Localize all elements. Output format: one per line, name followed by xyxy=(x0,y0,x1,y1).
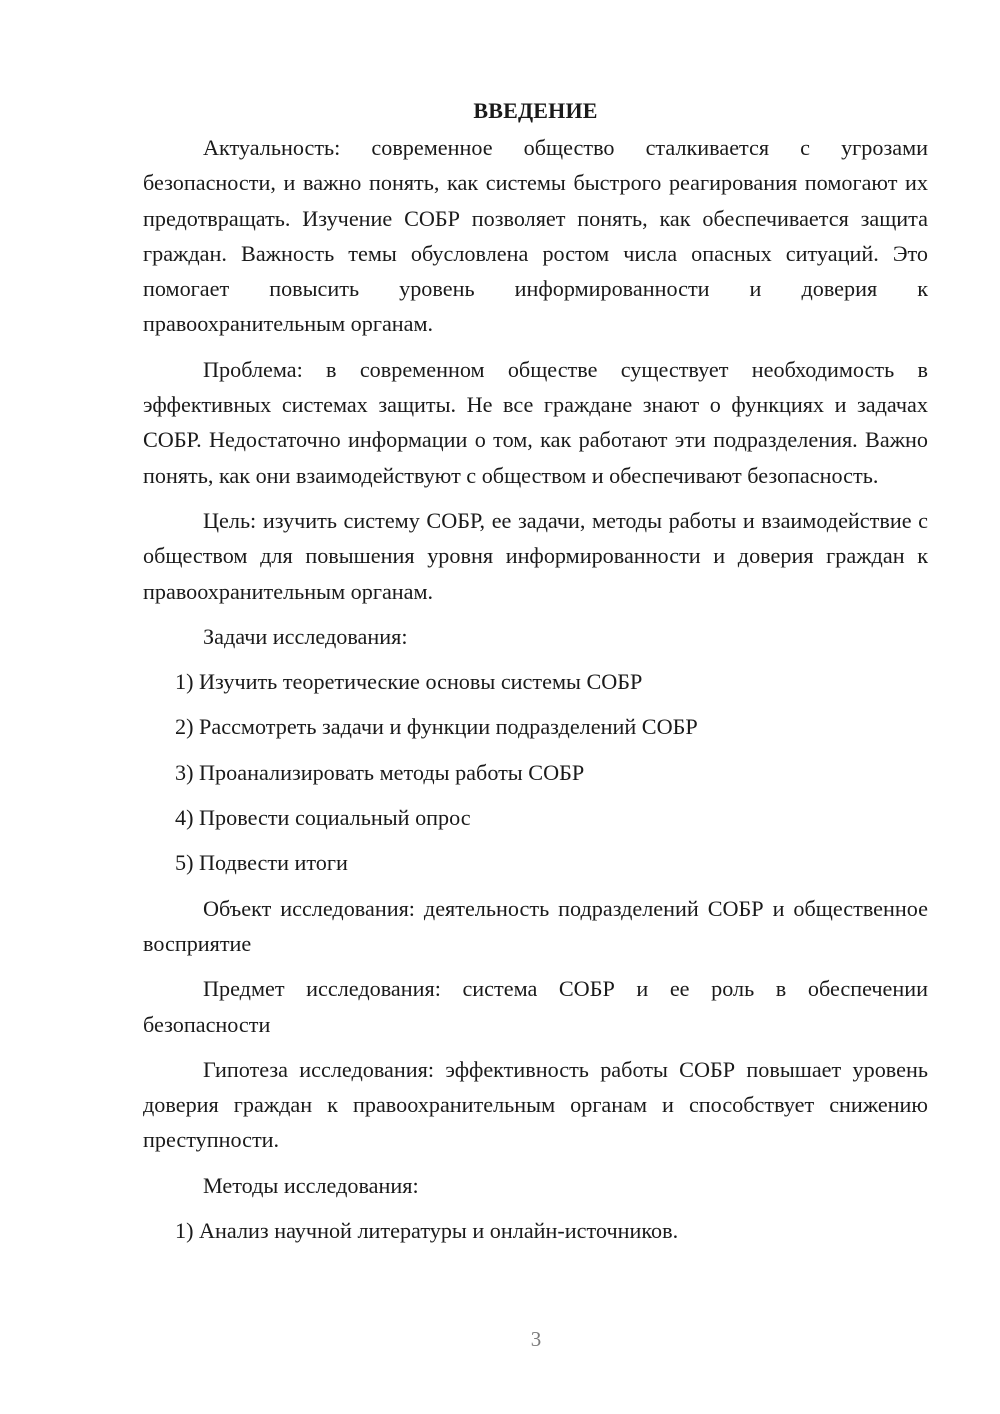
section-heading: ВВЕДЕНИЕ xyxy=(473,98,598,123)
relevance-paragraph: Актуальность: современное общество сталкивается с угрозами безопасности, и важно понять, как системы быстрого реагирования помогают их предотвращать. Изучение СОБР позволяет понять, как обеспечивается защита граждан. Важность темы обусловлена ростом числа опасных ситуаций. Это помогает повысить уровень информированности и доверия к правоохранительным органам. xyxy=(143,135,928,337)
problem-paragraph: Проблема: в современном обществе существует необходимость в эффективных системах защиты. Не все граждане знают о функциях и задачах СОБР. Недостаточно информации о том, как работают эти подразделения. Важно понять, как они взаимодействуют с обществом и обеспечивают безопасность. xyxy=(143,356,928,488)
goal-paragraph: Цель: изучить систему СОБР, ее задачи, методы работы и взаимодействие с обществом для повышения уровня информированности и доверия граждан к правоохранительным органам. xyxy=(143,507,928,604)
list-item: 3) Проанализировать методы работы СОБР xyxy=(175,759,585,785)
methods-list xyxy=(143,1213,928,1248)
document-page xyxy=(143,94,928,1258)
list-item: 4) Провести социальный опрос xyxy=(175,805,471,831)
page-number: 3 xyxy=(530,1327,542,1351)
tasks-list xyxy=(143,664,928,880)
list-item: 5) Подвести итоги xyxy=(175,850,348,876)
list-item: 1) Анализ научной литературы и онлайн-источников. xyxy=(175,1218,679,1244)
list-item: 1) Изучить теоретические основы системы СОБР xyxy=(175,669,643,695)
methods-label: Методы исследования: xyxy=(203,1172,419,1198)
tasks-label: Задачи исследования: xyxy=(203,623,408,649)
object-paragraph: Объект исследования: деятельность подразделений СОБР и общественное восприятие xyxy=(143,895,928,956)
list-item: 2) Рассмотреть задачи и функции подразделений СОБР xyxy=(175,714,698,740)
hypothesis-paragraph: Гипотеза исследования: эффективность работы СОБР повышает уровень доверия граждан к правоохранительным органам и способствует снижению преступности. xyxy=(143,1056,928,1153)
subject-paragraph: Предмет исследования: система СОБР и ее роль в обеспечении безопасности xyxy=(143,976,928,1037)
